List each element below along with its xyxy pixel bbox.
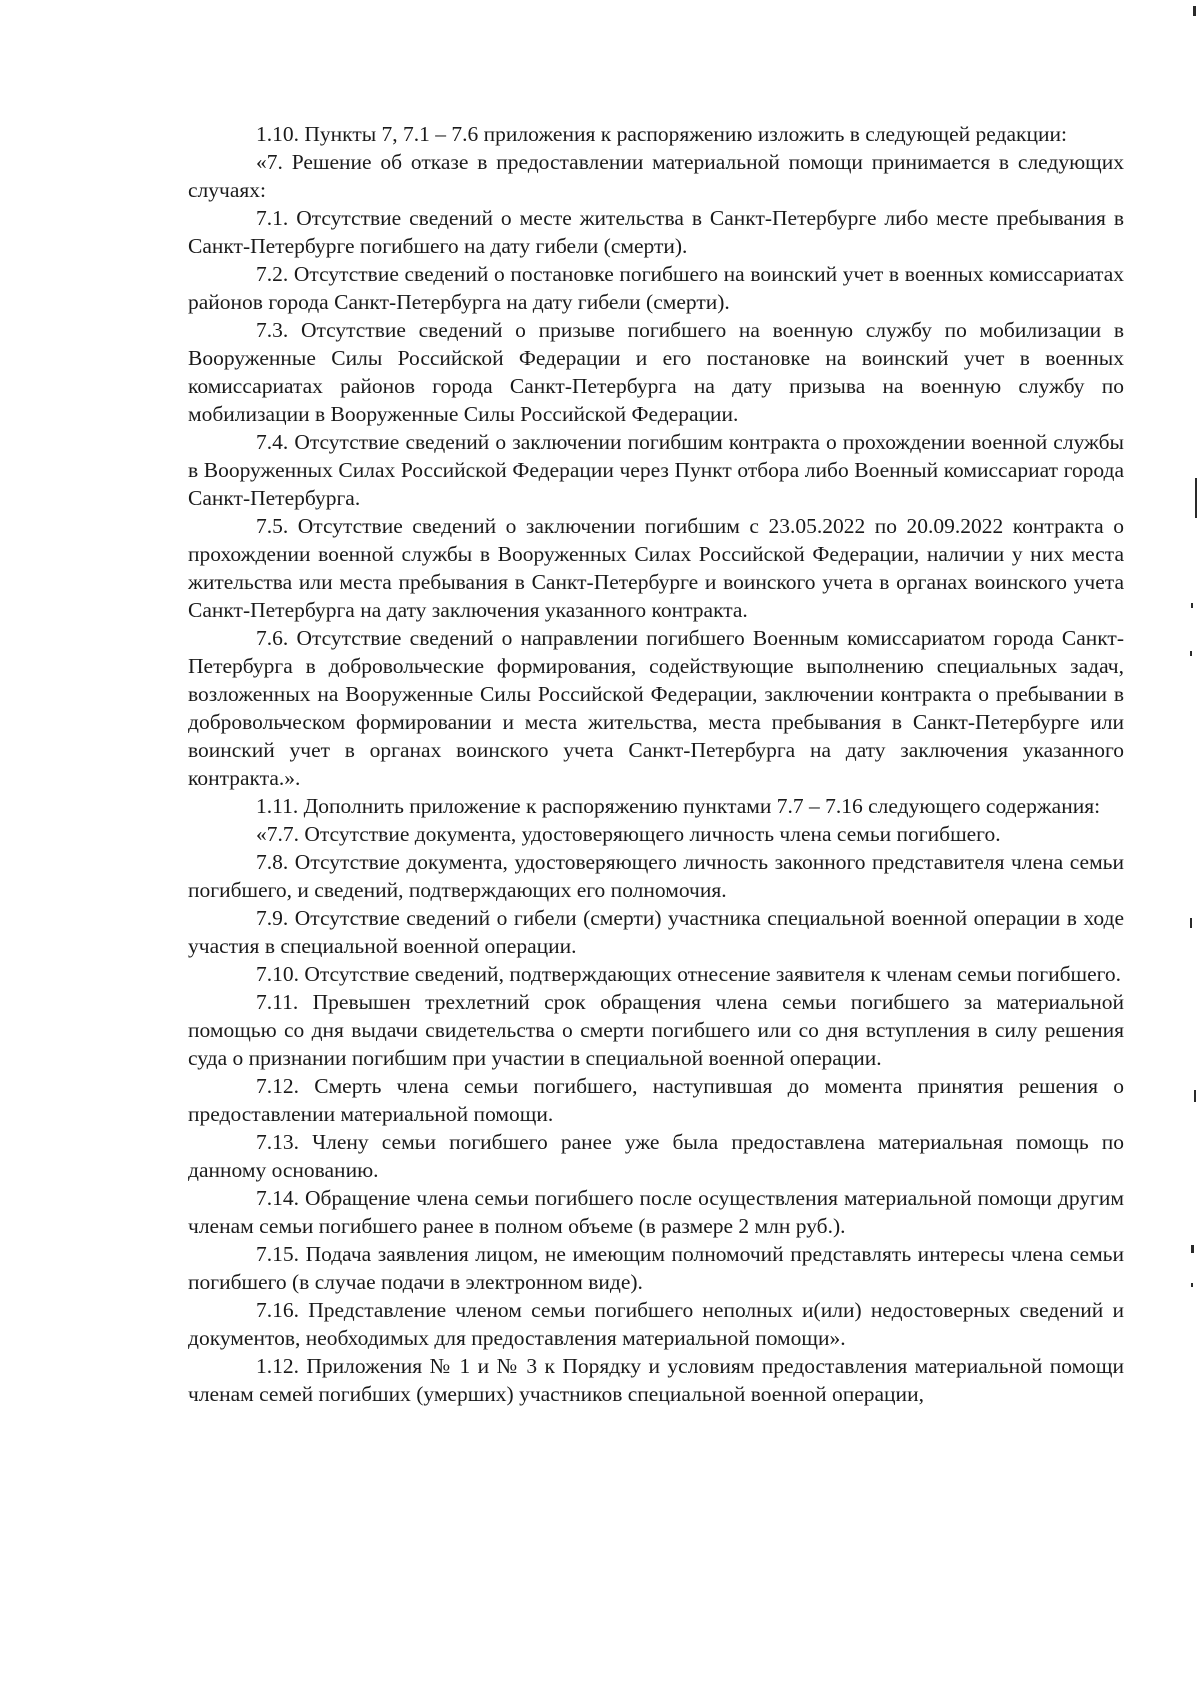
paragraph-7-13: 7.13. Члену семьи погибшего ранее уже была предоставлена материальная помощь по данному основанию. [188,1130,1124,1182]
scan-artifact [1194,1090,1196,1102]
paragraph-7-14: 7.14. Обращение члена семьи погибшего после осуществления материальной помощи другим членам семьи погибшего ранее в полном объеме (в размере 2 млн руб.). [188,1186,1124,1238]
scan-artifact [1191,1245,1194,1253]
paragraph-7-2: 7.2. Отсутствие сведений о постановке погибшего на воинский учет в военных комиссариатах районов города Санкт-Петербурга на дату гибели (смерти). [188,262,1124,314]
paragraph-7-8: 7.8. Отсутствие документа, удостоверяющего личность законного представителя члена семьи погибшего, и сведений, подтверждающих его полномочия. [188,850,1124,902]
scan-artifact [1191,603,1193,608]
paragraph-7-11: 7.11. Превышен трехлетний срок обращения члена семьи погибшего за материальной помощью со дня выдачи свидетельства о смерти погибшего или со дня вступления в силу решения суда о признании погибшим при участии в специальной военной операции. [188,990,1124,1070]
paragraph-7-1: 7.1. Отсутствие сведений о месте жительства в Санкт-Петербурге либо месте пребывания в Санкт-Петербурге погибшего на дату гибели (смерти). [188,206,1124,258]
paragraph-7: «7. Решение об отказе в предоставлении материальной помощи принимается в следующих случаях: [188,150,1124,202]
scan-artifact [1195,478,1197,518]
paragraph-7-9: 7.9. Отсутствие сведений о гибели (смерти) участника специальной военной операции в ходе участия в специальной военной операции. [188,906,1124,958]
scan-artifact [1190,918,1192,928]
paragraph-7-15: 7.15. Подача заявления лицом, не имеющим полномочий представлять интересы члена семьи погибшего (в случае подачи в электронном виде). [188,1242,1124,1294]
document-body [188,120,1124,1408]
scan-artifact [1193,6,1196,16]
paragraph-1-10: 1.10. Пункты 7, 7.1 – 7.6 приложения к распоряжению изложить в следующей редакции: [256,122,1067,146]
paragraph-1-11: 1.11. Дополнить приложение к распоряжению пунктами 7.7 – 7.16 следующего содержания: [256,794,1101,818]
paragraph-7-4: 7.4. Отсутствие сведений о заключении погибшим контракта о прохождении военной службы в Вооруженных Силах Российской Федерации через Пункт отбора либо Военный комиссариат города Санкт-Петербурга. [188,430,1124,510]
paragraph-7-10: 7.10. Отсутствие сведений, подтверждающих отнесение заявителя к членам семьи погибшего. [256,962,1122,986]
paragraph-7-16: 7.16. Представление членом семьи погибшего неполных и(или) недостоверных сведений и документов, необходимых для предоставления материальной помощи». [188,1298,1124,1350]
paragraph-1-12: 1.12. Приложения № 1 и № 3 к Порядку и условиям предоставления материальной помощи членам семей погибших (умерших) участников специальной военной операции, [188,1354,1124,1406]
paragraph-7-12: 7.12. Смерть члена семьи погибшего, наступившая до момента принятия решения о предоставлении материальной помощи. [188,1074,1124,1126]
paragraph-7-6: 7.6. Отсутствие сведений о направлении погибшего Военным комиссариатом города Санкт-Петербурга в добровольческие формирования, содействующие выполнению специальных задач, возложенных на Вооруженные Силы Российской Федерации, заключении контракта о пребывании в добровольческом формировании и места жительства, места пребывания в Санкт-Петербурге или воинский учет в органах воинского учета Санкт-Петербурга на дату заключения указанного контракта.». [188,626,1124,790]
paragraph-7-3: 7.3. Отсутствие сведений о призыве погибшего на военную службу по мобилизации в Вооруженные Силы Российской Федерации и его постановке на воинский учет в военных комиссариатах районов города Санкт-Петербурга на дату призыва на военную службу по мобилизации в Вооруженные Силы Российской Федерации. [188,318,1124,426]
scan-artifact [1190,651,1192,656]
scan-artifact [1191,1283,1193,1287]
paragraph-7-5: 7.5. Отсутствие сведений о заключении погибшим с 23.05.2022 по 20.09.2022 контракта о прохождении военной службы в Вооруженных Силах Российской Федерации, наличии у них места жительства или места пребывания в Санкт-Петербурге и воинского учета в органах воинского учета Санкт-Петербурга на дату заключения указанного контракта. [188,514,1124,622]
paragraph-7-7: «7.7. Отсутствие документа, удостоверяющего личность члена семьи погибшего. [256,822,1001,846]
